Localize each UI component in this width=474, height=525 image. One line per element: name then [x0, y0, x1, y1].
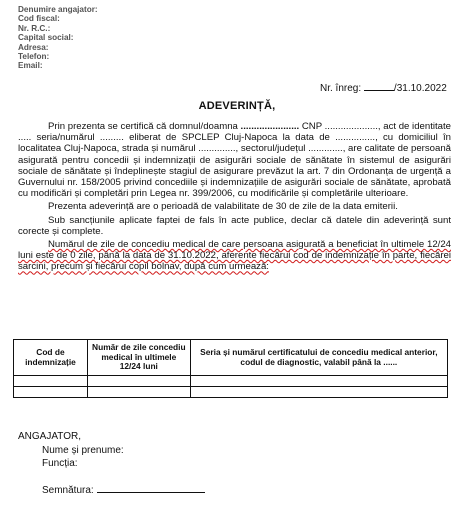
signature-label: Semnătura:	[42, 484, 94, 496]
employer-name-label: Denumire angajator:	[18, 5, 98, 14]
signature-line[interactable]	[97, 482, 205, 493]
medical-leave-table	[13, 339, 448, 398]
col-header-days: Număr de zile concediu medical în ultimele 12/24 luni	[87, 340, 190, 376]
employer-signature-label: ANGAJATOR,	[18, 431, 81, 442]
paragraph-leave-days	[18, 239, 451, 273]
signature-line-row	[18, 482, 205, 498]
certification-rest: CNP ...................., act de identitate ..... seria/numărul ......... eliberat de SPCLEP Cluj-Napoca la data de ..............., cu domiciliul în localitatea Cluj-Napoca, strada și numărul .............., sectorul/județul ............., are calitate de persoană asigurată pentru concedii și indemnizații de asigurări sociale de sănătate în sistemul de asigurări sociale de sănătate și îndeplinește stagiul de asigurare prevăzut la art. 7 din Ordonanța de urgență a Guvernului nr. 158/2005 privind concediile și indemnizațiile de asigurări sociale de sănătate, aprobată cu modificări și completări prin Legea nr. 399/2006, cu modificările și completările ulterioare.	[18, 121, 451, 200]
leave-days-text: Numărul de zile de concediu medical de care persoana asigurată a beneficiat în ultimele 12/24 luni este de 0 zile, până la data de 31.10.2022, aferente fiecărui cod de indemnizație în parte, fiecărei sarcini, precum și fiecărui copil bolnav, după cum urmează:	[18, 239, 451, 273]
document-title: ADEVERINȚĂ,	[198, 100, 276, 112]
col-header-certificate: Seria și numărul certificatului de concediu medical anterior, codul de diagnostic, valabil până la ......	[190, 340, 447, 376]
signer-name-label: Nume și prenume:	[42, 444, 124, 456]
trade-register-label: Nr. R.C.:	[18, 23, 51, 33]
paragraph-validity: Prezenta adeverință are o perioadă de valabilitate de 30 de zile de la data emiterii.	[48, 201, 398, 213]
address-label: Adresa:	[18, 42, 49, 52]
registration-date: /31.10.2022	[393, 83, 447, 94]
signer-role-label: Funcția:	[42, 458, 78, 469]
phone-label: Telefon:	[18, 52, 50, 62]
signature-block	[18, 430, 205, 497]
table-row	[14, 376, 448, 387]
table-cell[interactable]	[190, 387, 447, 398]
table-cell[interactable]	[87, 387, 190, 398]
col-header-code: Cod de indemnizație	[14, 340, 88, 376]
email-label: Email:	[18, 61, 43, 71]
registration-blank	[364, 81, 394, 91]
paragraph-sanctions: Sub sancțiunile aplicate faptei de fals în acte publice, declar că datele din adeverință sunt corecte și complete.	[18, 214, 451, 237]
paragraph-certification	[18, 121, 451, 199]
table-cell[interactable]	[14, 387, 88, 398]
share-capital-label: Capital social:	[18, 33, 74, 43]
fiscal-code-label: Cod fiscal:	[18, 14, 60, 24]
document-body	[18, 121, 451, 275]
table-row	[14, 387, 448, 398]
employer-details	[18, 5, 98, 71]
table-cell[interactable]	[87, 376, 190, 387]
registration-number	[320, 81, 447, 94]
table-cell[interactable]	[190, 376, 447, 387]
table-cell[interactable]	[14, 376, 88, 387]
registration-prefix: Nr. înreg:	[320, 83, 362, 94]
person-name-placeholder: ......................	[240, 121, 300, 132]
certification-intro: Prin prezenta se certifică că domnul/doamna	[48, 121, 241, 132]
